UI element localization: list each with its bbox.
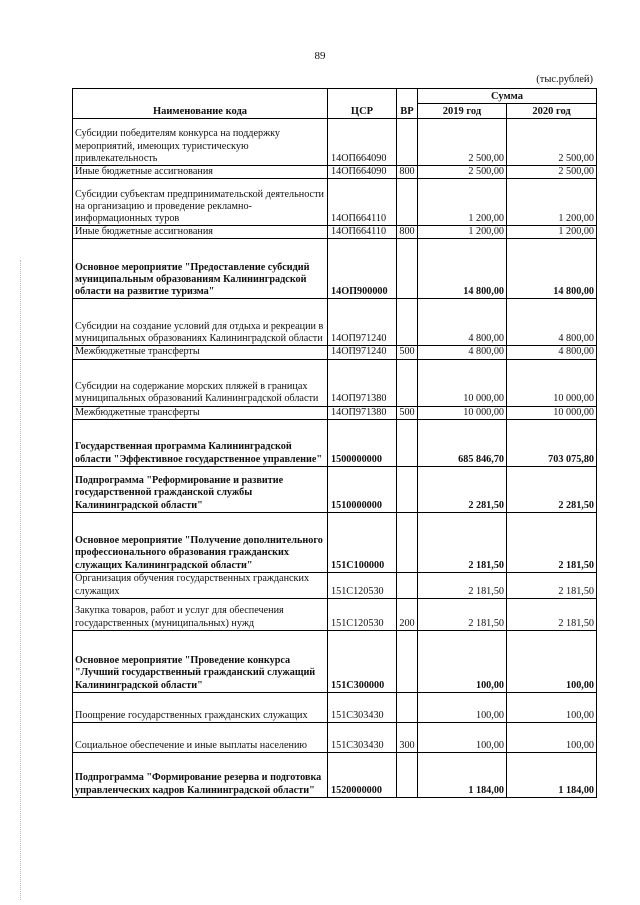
table-row	[73, 722, 597, 752]
row-amount-2019: 2 281,50	[418, 466, 507, 512]
row-amount-2019: 10 000,00	[418, 406, 507, 419]
row-vr	[397, 299, 418, 346]
row-amount-2020: 2 500,00	[507, 166, 597, 179]
row-amount-2020: 4 800,00	[507, 346, 597, 359]
row-amount-2019: 10 000,00	[418, 359, 507, 406]
row-name: Субсидии победителям конкурса на поддержку мероприятий, имеющих туристическую привлекательность	[73, 119, 328, 166]
row-name: Государственная программа Калининградской области "Эффективное государственное управление"	[73, 419, 328, 466]
row-amount-2020: 2 281,50	[507, 466, 597, 512]
row-amount-2019: 1 200,00	[418, 226, 507, 239]
header-2019: 2019 год	[418, 104, 507, 119]
header-name: Наименование кода	[73, 89, 328, 119]
row-vr	[397, 179, 418, 226]
row-amount-2019: 685 846,70	[418, 419, 507, 466]
row-amount-2020: 1 184,00	[507, 752, 597, 797]
row-amount-2019: 100,00	[418, 630, 507, 692]
row-name: Социальное обеспечение и иные выплаты населению	[73, 722, 328, 752]
row-vr: 200	[397, 598, 418, 630]
table-row	[73, 692, 597, 722]
table-row	[73, 166, 597, 179]
table-row	[73, 406, 597, 419]
row-amount-2020: 1 200,00	[507, 179, 597, 226]
row-name: Межбюджетные трансферты	[73, 406, 328, 419]
row-amount-2019: 2 181,50	[418, 598, 507, 630]
row-csr: 151С303430	[328, 692, 397, 722]
row-amount-2019: 4 800,00	[418, 346, 507, 359]
table-row	[73, 630, 597, 692]
row-name: Субсидии субъектам предпринимательской деятельности на организацию и проведение рекламно-информационных туров	[73, 179, 328, 226]
row-amount-2019: 2 500,00	[418, 166, 507, 179]
row-vr	[397, 466, 418, 512]
header-vr: ВР	[397, 89, 418, 119]
row-name: Иные бюджетные ассигнования	[73, 226, 328, 239]
header-2020: 2020 год	[507, 104, 597, 119]
table-row	[73, 512, 597, 572]
row-csr: 151С100000	[328, 512, 397, 572]
row-amount-2020: 2 181,50	[507, 572, 597, 598]
row-csr: 14ОП664110	[328, 179, 397, 226]
budget-table	[72, 88, 597, 798]
header-csr: ЦСР	[328, 89, 397, 119]
row-csr: 151С120530	[328, 598, 397, 630]
row-csr: 14ОП971240	[328, 346, 397, 359]
row-amount-2020: 2 181,50	[507, 598, 597, 630]
row-amount-2020: 10 000,00	[507, 406, 597, 419]
row-csr: 1520000000	[328, 752, 397, 797]
row-amount-2019: 2 181,50	[418, 512, 507, 572]
row-amount-2019: 2 500,00	[418, 119, 507, 166]
table-row	[73, 179, 597, 226]
row-amount-2019: 2 181,50	[418, 572, 507, 598]
row-amount-2020: 100,00	[507, 722, 597, 752]
row-csr: 1510000000	[328, 466, 397, 512]
table-row	[73, 572, 597, 598]
row-name: Иные бюджетные ассигнования	[73, 166, 328, 179]
row-amount-2019: 14 800,00	[418, 239, 507, 299]
row-amount-2019: 100,00	[418, 692, 507, 722]
row-amount-2020: 1 200,00	[507, 226, 597, 239]
row-csr: 14ОП664090	[328, 166, 397, 179]
table-row	[73, 419, 597, 466]
row-csr: 1500000000	[328, 419, 397, 466]
row-vr	[397, 630, 418, 692]
row-amount-2020: 703 075,80	[507, 419, 597, 466]
row-name: Субсидии на создание условий для отдыха и рекреации в муниципальных образованиях Калининградской области	[73, 299, 328, 346]
units-label: (тыс.рублей)	[536, 74, 593, 85]
row-name: Подпрограмма "Реформирование и развитие государственной гражданской службы Калининградской области"	[73, 466, 328, 512]
row-name: Основное мероприятие "Предоставление субсидий муниципальным образованиям Калининградской области на развитие туризма"	[73, 239, 328, 299]
row-vr	[397, 119, 418, 166]
row-name: Организация обучения государственных гражданских служащих	[73, 572, 328, 598]
row-amount-2019: 4 800,00	[418, 299, 507, 346]
scan-margin-artifact	[20, 260, 22, 900]
row-name: Поощрение государственных гражданских служащих	[73, 692, 328, 722]
table-row	[73, 359, 597, 406]
row-vr: 500	[397, 346, 418, 359]
table-row	[73, 752, 597, 797]
row-vr: 500	[397, 406, 418, 419]
table-row	[73, 226, 597, 239]
row-vr	[397, 752, 418, 797]
row-csr: 14ОП971380	[328, 406, 397, 419]
row-amount-2020: 2 500,00	[507, 119, 597, 166]
row-amount-2020: 10 000,00	[507, 359, 597, 406]
table-row	[73, 346, 597, 359]
row-vr	[397, 572, 418, 598]
row-csr: 151С303430	[328, 722, 397, 752]
row-csr: 14ОП971240	[328, 299, 397, 346]
row-name: Основное мероприятие "Получение дополнительного профессионального образования гражданских служащих Калининградской области"	[73, 512, 328, 572]
row-name: Межбюджетные трансферты	[73, 346, 328, 359]
table-body	[73, 119, 597, 798]
table-row	[73, 299, 597, 346]
row-csr: 14ОП900000	[328, 239, 397, 299]
row-vr	[397, 512, 418, 572]
row-vr	[397, 239, 418, 299]
row-amount-2019: 1 200,00	[418, 179, 507, 226]
table-row	[73, 239, 597, 299]
row-name: Основное мероприятие "Проведение конкурса "Лучший государственный гражданский служащий Калининградской области"	[73, 630, 328, 692]
row-amount-2019: 1 184,00	[418, 752, 507, 797]
row-csr: 14ОП664090	[328, 119, 397, 166]
table-row	[73, 119, 597, 166]
row-vr: 300	[397, 722, 418, 752]
row-vr	[397, 419, 418, 466]
row-vr: 800	[397, 166, 418, 179]
row-amount-2020: 14 800,00	[507, 239, 597, 299]
row-name: Закупка товаров, работ и услуг для обеспечения государственных (муниципальных) нужд	[73, 598, 328, 630]
row-name: Подпрограмма "Формирование резерва и подготовка управленческих кадров Калининградской области"	[73, 752, 328, 797]
row-vr	[397, 692, 418, 722]
row-vr	[397, 359, 418, 406]
row-amount-2020: 100,00	[507, 692, 597, 722]
row-amount-2020: 4 800,00	[507, 299, 597, 346]
row-amount-2020: 2 181,50	[507, 512, 597, 572]
page-number: 89	[314, 50, 326, 62]
row-csr: 151С300000	[328, 630, 397, 692]
header-sum: Сумма	[418, 89, 597, 104]
row-csr: 151С120530	[328, 572, 397, 598]
table-row	[73, 466, 597, 512]
header-row-top	[73, 89, 597, 104]
row-name: Субсидии на содержание морских пляжей в границах муниципальных образований Калининградской области	[73, 359, 328, 406]
row-vr: 800	[397, 226, 418, 239]
row-csr: 14ОП971380	[328, 359, 397, 406]
table-row	[73, 598, 597, 630]
row-amount-2020: 100,00	[507, 630, 597, 692]
row-amount-2019: 100,00	[418, 722, 507, 752]
row-csr: 14ОП664110	[328, 226, 397, 239]
